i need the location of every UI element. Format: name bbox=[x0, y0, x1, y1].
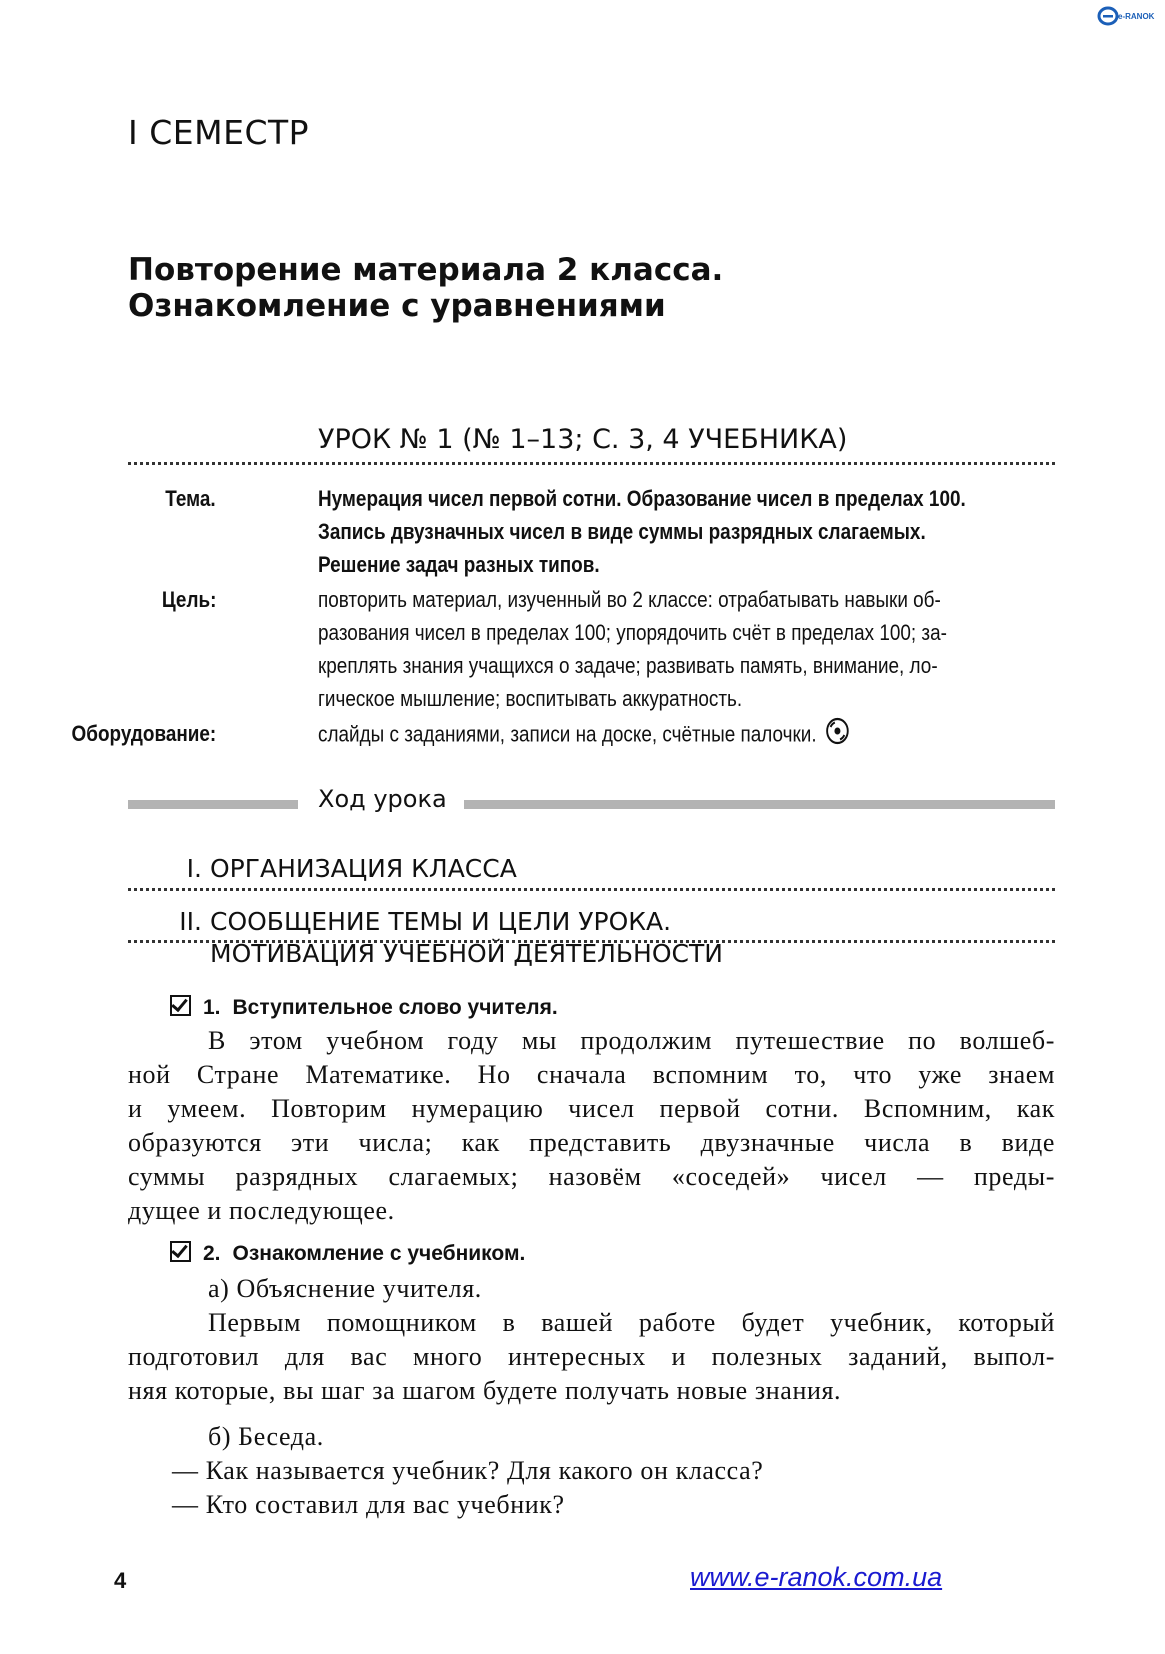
paragraph-line: дущее и последующее. bbox=[128, 1196, 395, 1225]
stage-2 bbox=[179, 906, 723, 970]
questions-list bbox=[172, 1454, 1052, 1522]
logo-text: e-RANOK bbox=[1118, 12, 1155, 21]
section-title-line: Ознакомление с уравнениями bbox=[128, 288, 666, 324]
lesson-progress-heading bbox=[128, 785, 1055, 821]
meta-topic bbox=[128, 482, 1058, 581]
step-title: Ознакомление с учебником. bbox=[232, 1242, 526, 1265]
meta-line: креплять знания учащихся о задаче; развивать память, внимание, ло- bbox=[318, 653, 938, 678]
meta-line: разования чисел в пределах 100; упорядочить счёт в пределах 100; за- bbox=[318, 620, 947, 645]
question-line: — Как называется учебник? Для какого он класса? bbox=[172, 1456, 764, 1485]
e-ranok-logo-icon bbox=[1098, 6, 1155, 26]
step-number: 1. bbox=[203, 996, 221, 1019]
stage-number: II. bbox=[179, 907, 202, 936]
meta-line: повторить материал, изученный во 2 классе: отрабатывать навыки об- bbox=[318, 587, 941, 612]
page-number: 4 bbox=[114, 1568, 127, 1593]
lesson-heading: УРОК № 1 (№ 1–13; С. 3, 4 УЧЕБНИКА) bbox=[318, 424, 848, 455]
textbook-paragraph bbox=[128, 1306, 1055, 1408]
checkbox-icon bbox=[170, 995, 191, 1016]
step-2 bbox=[170, 1241, 525, 1266]
paragraph-line: ной Стране Математике. Но сначала вспомним то, что уже знаем bbox=[128, 1060, 1055, 1089]
section-title-line: Повторение материала 2 класса. bbox=[128, 252, 724, 288]
teacher-explanation-label bbox=[128, 1272, 1055, 1306]
meta-line bbox=[318, 717, 954, 754]
disc-icon bbox=[825, 717, 849, 754]
meta-equipment bbox=[71, 717, 1058, 754]
paragraph-line: б) Беседа. bbox=[208, 1422, 324, 1451]
question-line: — Кто составил для вас учебник? bbox=[172, 1490, 565, 1519]
progress-title: Ход урока bbox=[318, 785, 447, 813]
meta-line: гическое мышление; воспитывать аккуратность. bbox=[318, 686, 743, 711]
lesson-meta bbox=[71, 482, 1058, 756]
paragraph-line: а) Объяснение учителя. bbox=[208, 1274, 482, 1303]
meta-goal bbox=[128, 583, 1058, 715]
gray-bar bbox=[128, 800, 298, 809]
dotted-divider bbox=[128, 462, 1055, 465]
meta-line: Решение задач разных типов. bbox=[318, 552, 600, 577]
step-1 bbox=[170, 995, 558, 1020]
paragraph-line: няя которые, вы шаг за шагом будете получать новые знания. bbox=[128, 1376, 842, 1405]
paragraph-line: подготовил для вас много интересных и полезных заданий, выпол- bbox=[128, 1342, 1055, 1371]
conversation-label bbox=[128, 1420, 1055, 1454]
paragraph-line: В этом учебном году мы продолжим путешествие по волшеб- bbox=[208, 1026, 1055, 1055]
equipment-text: слайды с заданиями, записи на доске, счётные палочки. bbox=[318, 721, 817, 747]
paragraph-line: и умеем. Повторим нумерацию чисел первой сотни. Вспомним, как bbox=[128, 1094, 1055, 1123]
checkbox-icon bbox=[170, 1241, 191, 1262]
meta-value bbox=[318, 583, 1058, 715]
paragraph-line: суммы разрядных слагаемых; назовём «соседей» чисел — преды- bbox=[128, 1162, 1055, 1191]
semester-heading: І СЕМЕСТР bbox=[128, 113, 310, 152]
stage-1 bbox=[186, 853, 517, 885]
stage-number: I. bbox=[186, 854, 202, 883]
dotted-divider bbox=[128, 888, 1055, 891]
meta-line: Нумерация чисел первой сотни. Образование чисел в пределах 100. bbox=[318, 486, 966, 511]
meta-value bbox=[318, 717, 1058, 754]
gray-bar bbox=[464, 800, 1055, 809]
paragraph-line: Первым помощником в вашей работе будет учебник, который bbox=[208, 1308, 1055, 1337]
section-title bbox=[128, 252, 723, 324]
intro-paragraph bbox=[128, 1024, 1055, 1228]
publisher-logo bbox=[1098, 6, 1155, 26]
publisher-website-link[interactable]: www.e-ranok.com.ua bbox=[690, 1562, 943, 1592]
step-title: Вступительное слово учителя. bbox=[232, 996, 558, 1019]
stage-title: МОТИВАЦИЯ УЧЕБНОЙ ДЕЯТЕЛЬНОСТИ bbox=[210, 939, 723, 968]
meta-value bbox=[318, 482, 1058, 581]
step-number: 2. bbox=[203, 1242, 221, 1265]
meta-label: Тема. bbox=[165, 486, 216, 511]
stage-title: ОРГАНИЗАЦИЯ КЛАССА bbox=[210, 854, 517, 883]
meta-line: Запись двузначных чисел в виде суммы разрядных слагаемых. bbox=[318, 519, 926, 544]
meta-label: Цель: bbox=[161, 587, 216, 612]
paragraph-line: образуются эти числа; как представить двузначные числа в виде bbox=[128, 1128, 1055, 1157]
dotted-divider bbox=[128, 940, 1055, 943]
meta-label: Оборудование: bbox=[71, 721, 216, 746]
stage-title: СООБЩЕНИЕ ТЕМЫ И ЦЕЛИ УРОКА. bbox=[210, 907, 672, 936]
